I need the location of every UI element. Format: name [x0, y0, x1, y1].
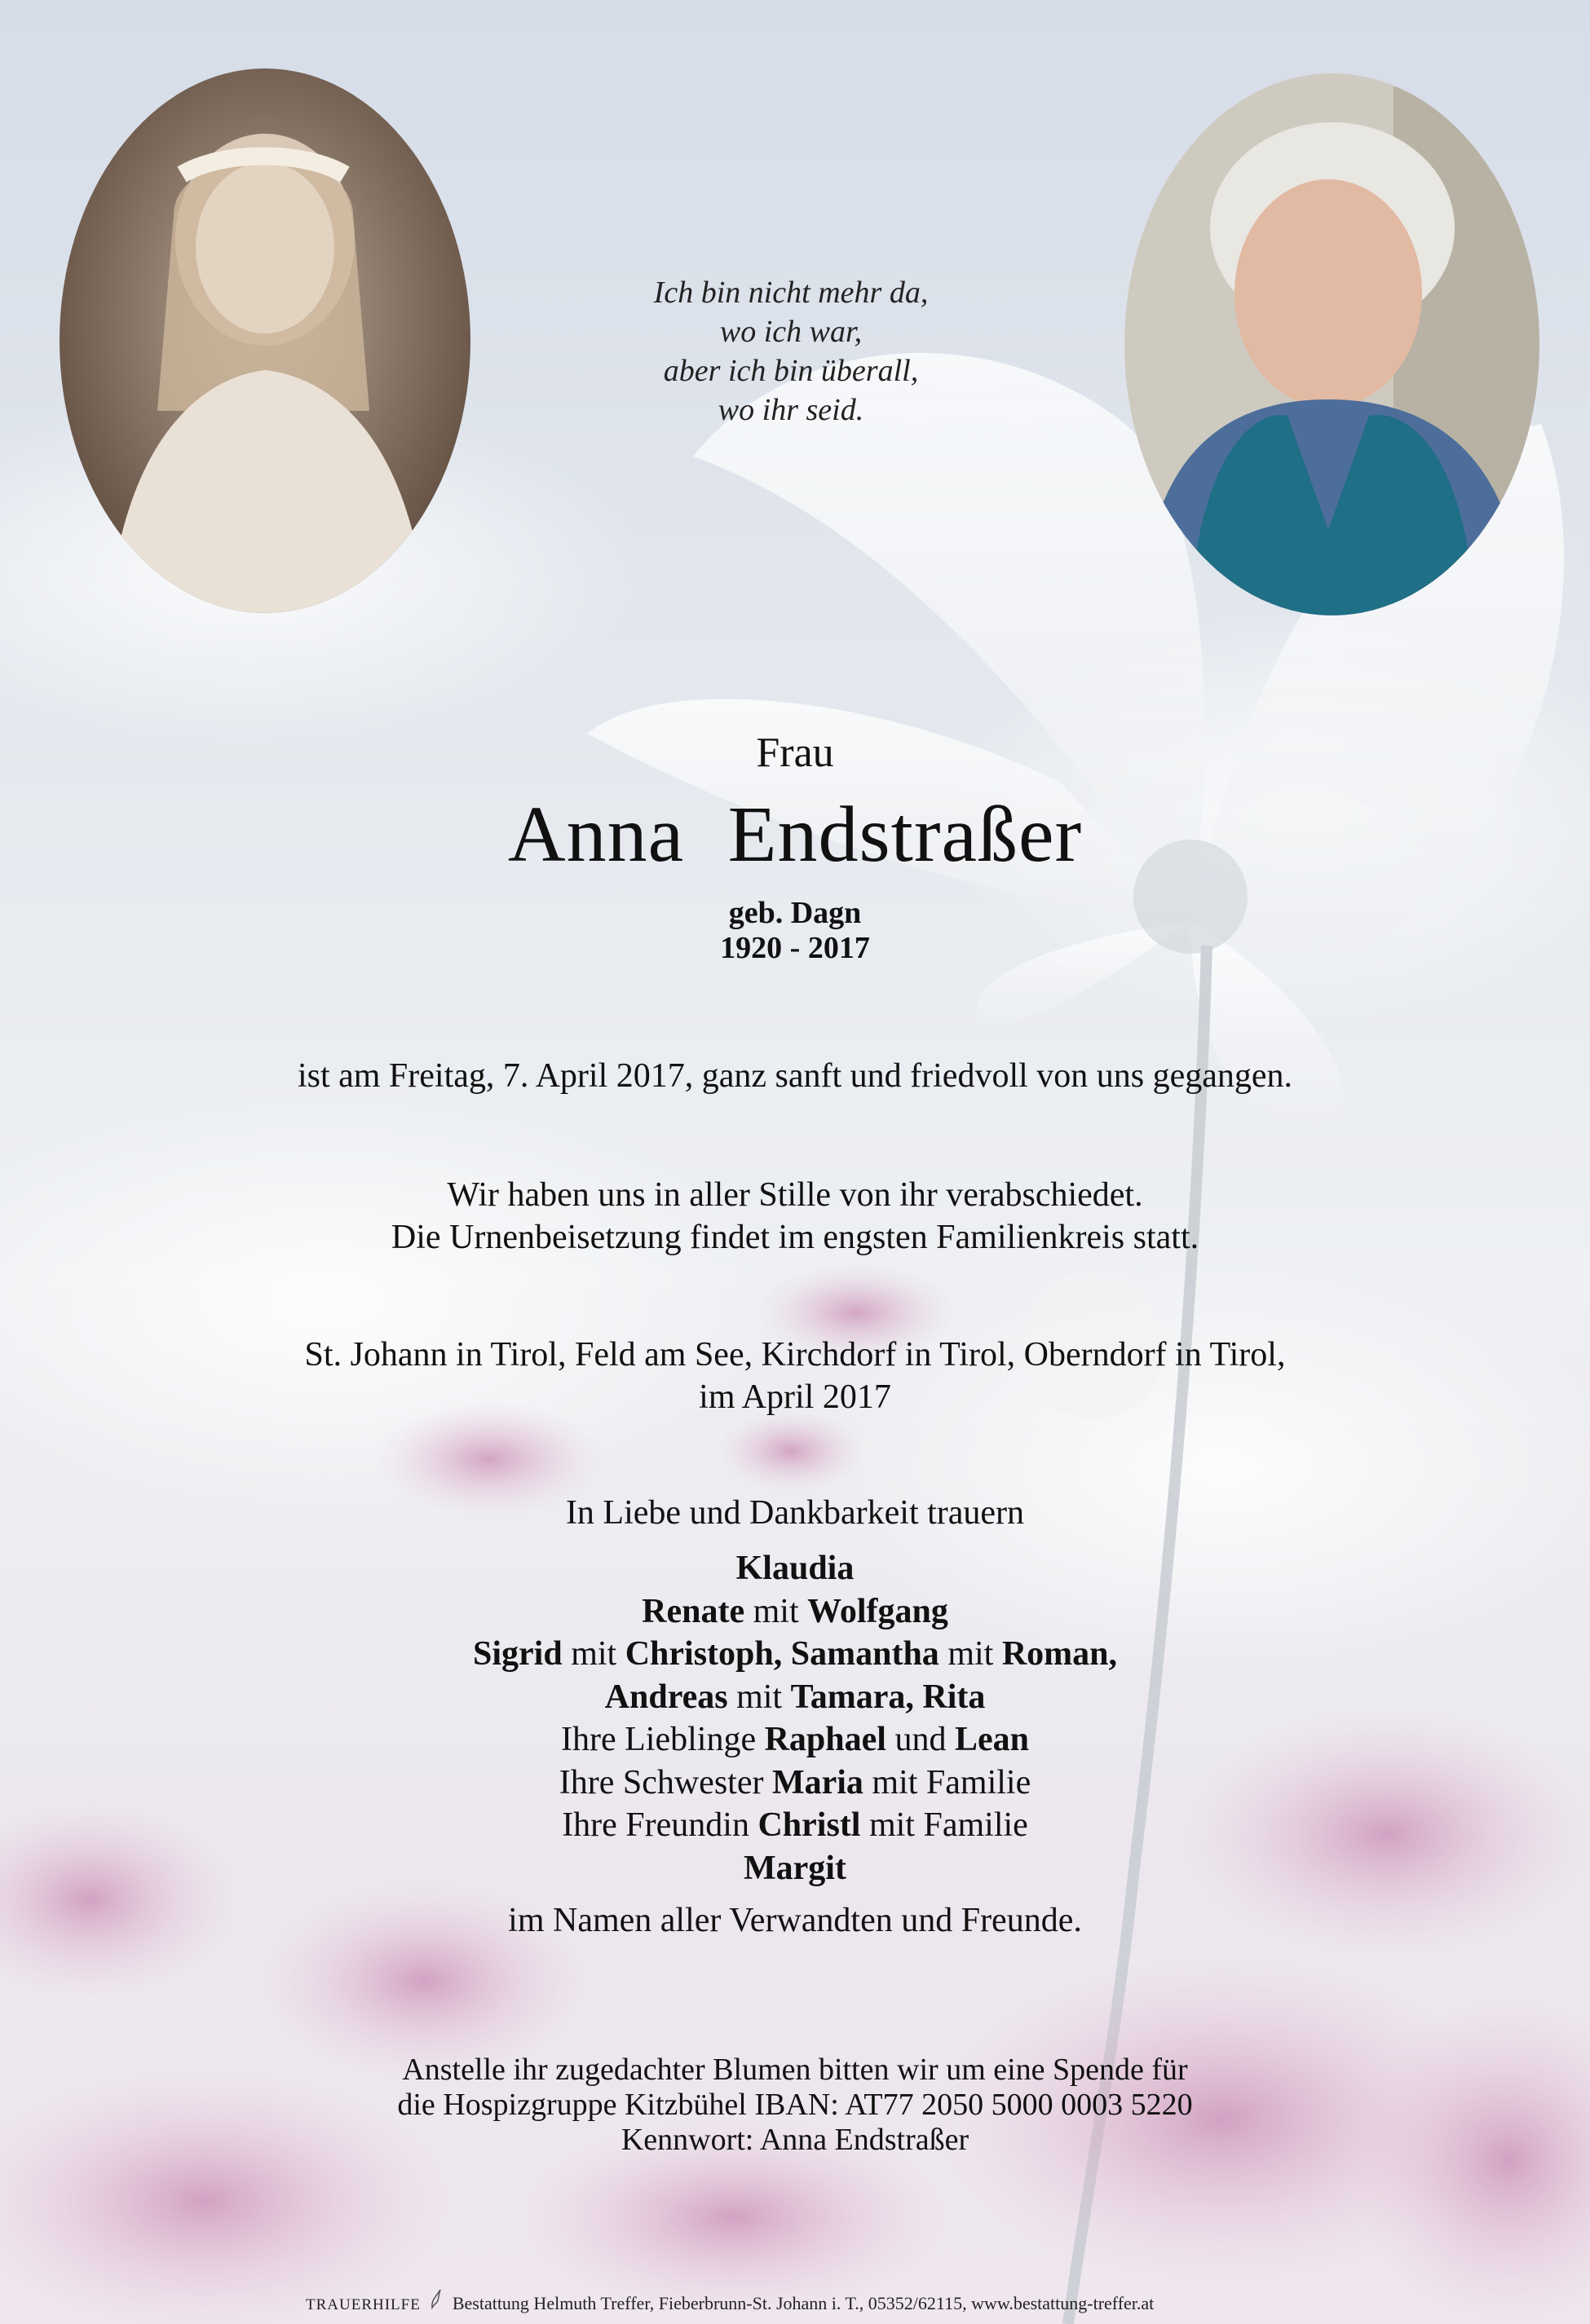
- donation-line: Kennwort: Anna Endstraßer: [621, 2123, 969, 2157]
- mourner-connector: mit: [744, 1592, 808, 1630]
- mourner-name: Lean: [954, 1721, 1029, 1758]
- mourner-connector: mit Familie: [860, 1806, 1028, 1844]
- farewell-line: Die Urnenbeisetzung findet im engsten Familienkreis statt.: [391, 1219, 1199, 1256]
- deceased-name: Anna Endstraßer: [507, 791, 1083, 879]
- mourner-connector: Ihre Lieblinge: [561, 1721, 765, 1758]
- poem-line: aber ich bin überall,: [663, 354, 919, 388]
- mourner-name: Andreas: [604, 1678, 728, 1716]
- footer-text: Bestattung Helmuth Treffer, Fieberbrunn-St. Johann i. T., 05352/62115, www.bestattung-treffer.at: [452, 2293, 1155, 2313]
- places-line: St. Johann in Tirol, Feld am See, Kirchdorf in Tirol, Oberndorf in Tirol,: [304, 1336, 1286, 1374]
- dove-icon: [428, 2288, 444, 2314]
- mourner-name: Maria: [771, 1763, 863, 1801]
- elderly-portrait-photo: [1124, 73, 1539, 615]
- honorific: Frau: [756, 730, 834, 776]
- mourner-name: Raphael: [764, 1721, 886, 1758]
- birth-name: geb. Dagn: [728, 896, 862, 930]
- mourner-line: [0, 1676, 1590, 1719]
- poem-line: wo ich war,: [719, 315, 863, 349]
- mourners-intro: In Liebe und Dankbarkeit trauern: [565, 1494, 1025, 1532]
- mourner-line: [0, 1847, 1590, 1890]
- memorial-poem: [571, 273, 1011, 430]
- mourner-line: [0, 1547, 1590, 1590]
- mourner-name: Margit: [744, 1849, 846, 1887]
- mourner-line: [0, 1804, 1590, 1847]
- mourner-name: Christl: [757, 1806, 861, 1844]
- mourner-name: Wolfgang: [807, 1592, 948, 1630]
- farewell-line: Wir haben uns in aller Stille von ihr verabschiedet.: [447, 1176, 1143, 1214]
- life-years: 1920 - 2017: [720, 931, 870, 965]
- mourner-name: Sigrid: [472, 1635, 563, 1673]
- mourner-connector: mit Familie: [863, 1763, 1031, 1801]
- mourners-list: [0, 1547, 1590, 1890]
- mourner-name: Renate: [642, 1592, 745, 1630]
- mourner-connector: mit: [939, 1635, 1002, 1673]
- mourner-name: Christoph, Samantha: [625, 1635, 939, 1673]
- funeral-home-footer: [306, 2288, 1154, 2314]
- mourner-name: Tamara, Rita: [790, 1678, 986, 1716]
- place-date: [0, 1334, 1590, 1418]
- date-line: im April 2017: [699, 1378, 891, 1416]
- donation-line: Anstelle ihr zugedachter Blumen bitten wir um eine Spende für: [402, 2053, 1188, 2087]
- mourner-line: [0, 1718, 1590, 1762]
- mourner-line: [0, 1762, 1590, 1805]
- mourner-connector: mit: [562, 1635, 625, 1673]
- mourner-name: Klaudia: [735, 1550, 855, 1587]
- closing-line: im Namen aller Verwandten und Freunde.: [508, 1902, 1082, 1939]
- poem-line: wo ihr seid.: [718, 393, 864, 427]
- donation-line: die Hospizgruppe Kitzbühel IBAN: AT77 2050 5000 0003 5220: [397, 2088, 1193, 2122]
- childhood-portrait-photo: [60, 68, 470, 613]
- mourner-connector: und: [886, 1721, 955, 1758]
- mourner-connector: Ihre Freundin: [562, 1806, 758, 1844]
- mourner-line: [0, 1633, 1590, 1676]
- footer-brand: TRAUERHILFE: [306, 2296, 421, 2313]
- donation-request: [0, 2053, 1590, 2158]
- farewell-notice: [0, 1174, 1590, 1259]
- mourner-name: Roman,: [1001, 1635, 1118, 1673]
- mourner-connector: Ihre Schwester: [559, 1763, 772, 1801]
- passing-notice: ist am Freitag, 7. April 2017, ganz sanft und friedvoll von uns gegangen.: [297, 1057, 1293, 1095]
- mourner-connector: mit: [727, 1678, 791, 1716]
- poem-line: Ich bin nicht mehr da,: [653, 276, 929, 310]
- mourner-line: [0, 1590, 1590, 1634]
